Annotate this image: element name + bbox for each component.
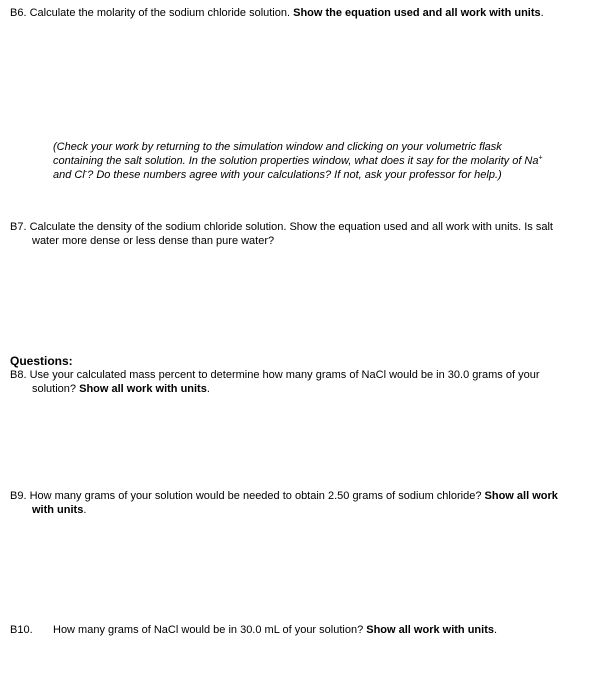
- question-b7: [10, 220, 582, 248]
- question-instruction-end: .: [83, 504, 87, 516]
- question-text: Calculate the density of the sodium chloride solution. Show the equation used and all work with units. Is salt water more dense or less dense than pure water?: [29, 221, 553, 247]
- check-note-part1: (Check your work by returning to the simulation window and clicking on your volumetric flask containing the salt solution. In the solution properties window, what does it say for the molarity of Na: [53, 141, 539, 167]
- check-note: [53, 140, 548, 182]
- chloride-charge: -: [84, 168, 88, 176]
- question-text: Calculate the molarity of the sodium chloride solution.: [29, 7, 291, 19]
- question-number: B9.: [10, 490, 27, 502]
- question-number: B6.: [10, 7, 27, 19]
- question-instruction-end: .: [493, 624, 498, 636]
- question-number: B7.: [10, 221, 27, 233]
- check-note-part3: ? Do these numbers agree with your calculations? If not, ask your professor for help.): [87, 169, 502, 181]
- question-b6: [10, 6, 582, 20]
- question-instruction: Show all work with units: [32, 490, 558, 516]
- question-number: B10.: [10, 624, 33, 636]
- question-text: How many grams of your solution would be needed to obtain 2.50 grams of sodium chloride?: [29, 490, 482, 502]
- question-number: B8.: [10, 369, 27, 381]
- question-instruction: Show all work with units: [366, 624, 494, 636]
- questions-heading: Questions:: [10, 354, 73, 368]
- check-note-part2: and Cl: [53, 169, 85, 181]
- question-instruction: Show all work with units: [79, 383, 207, 395]
- question-text: How many grams of NaCl would be in 30.0 mL of your solution?: [53, 624, 364, 636]
- question-instruction-end: .: [540, 7, 544, 19]
- question-b8: [10, 368, 582, 396]
- question-text: Use your calculated mass percent to determine how many grams of NaCl would be in 30.0 grams of your solution?: [29, 369, 540, 395]
- question-instruction-end: .: [206, 383, 210, 395]
- question-b9: [10, 489, 582, 517]
- question-b10: [10, 623, 570, 637]
- question-instruction: Show the equation used and all work with units: [293, 7, 541, 19]
- sodium-charge: +: [538, 154, 543, 162]
